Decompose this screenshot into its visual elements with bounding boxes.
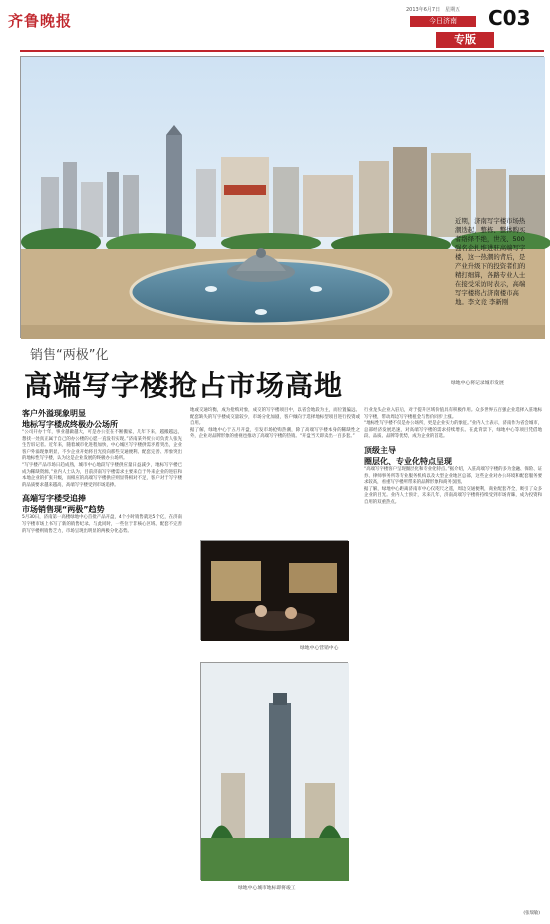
paragraph: “写字楼产品市场日趋成熟，城市中心地段写字楼供应量日益减少，地标写字楼已成为稀缺资源。”业内人士认为，目前济南写字楼需求主要来自于外来企业的进驻和本地企业的扩张升级，而相应的高端写字楼供应则显得相对不足，客户对于写字楼的品质要求越来越高，高端写字楼受到市场追捧。 bbox=[22, 462, 182, 488]
special-badge: 专版 bbox=[436, 32, 494, 48]
newspaper-logo: 齐鲁晚报 bbox=[8, 12, 73, 30]
subhead-2: 地标写字楼成终极办公场所 bbox=[22, 420, 118, 429]
hero-caption: 绿地中心将记录城市发展 bbox=[451, 381, 504, 386]
subhead-3: 高端写字楼受追捧 bbox=[22, 494, 86, 504]
kicker: 销售“两极”化 bbox=[30, 348, 109, 363]
page-code: C03 bbox=[488, 6, 531, 30]
subhead-1: 客户外溢现象明显 bbox=[22, 409, 86, 418]
photo-caption-1: 绿地中心营销中心 bbox=[300, 646, 339, 651]
subhead-6: 圈层化、专业化特点呈现 bbox=[364, 456, 452, 466]
header-rule bbox=[20, 50, 544, 52]
article-column-1 bbox=[22, 408, 182, 916]
paragraph: 据了解，绿地中心距离济南市中心仅咫尺之遥，周边交通便利，商业配套齐全，吸引了众多企业的目光。业内人士预计，未来几年，济南高端写字楼将持续受到市场青睐，成为投资和自用的双重热点。 bbox=[364, 486, 542, 505]
article-column-2 bbox=[190, 408, 360, 538]
subhead-5: 顶级主导 bbox=[364, 445, 396, 455]
photo-caption-2: 绿地中心城市地标即将竣工 bbox=[238, 886, 296, 891]
tower-photo bbox=[200, 662, 348, 880]
paragraph: 地或交通均衡，成为抢购对象，成交的写字楼项目中，以省会地段为主，而位置偏远、配套缺失的写字楼成交量较少，市场分化加剧，客户倾向于选择地标型项目进行投资或自用。 bbox=[190, 408, 360, 427]
hero-intro-text: 近期，济南写字楼市场热潮迭起，整栋、整体购买者络绎不绝，世茂、500强名企扎堆进驻高端写字楼，这一热潮的背后，是产业升级下的投资者们的精打细算，各路专业人士在接受采访时表示，高端写字楼将占济南楼市高地。李文竞 李新刚 bbox=[455, 217, 526, 306]
headline: 高端写字楼抢占市场高地 bbox=[24, 369, 344, 402]
section-tag: 今日济南 bbox=[410, 16, 476, 27]
paragraph: 据了解，绿地中心于五月开盘，引发市场抢购热潮，除了高端写字楼本身的稀缺性之外，企业对品牌形象的重视也推动了高端写字楼的热销。“开盘当天即卖出一百多套。” bbox=[190, 427, 360, 440]
paragraph: “公司开办十年，事业越做越大，可是办公室在不断搬家，几年下来，越搬越远，想找一处真正属于自己的办公楼的心愿一直没有实现。”济南某外贸公司负责人张先生告诉记者。近年来，随着城市化进程加快，中心城区写字楼供需矛盾突出，企业客户外溢现象明显，不少企业开始将目光投向那些交通便利、配套完善、形象突出的地标性写字楼，认为这是企业发展的终极办公场所。 bbox=[22, 430, 182, 462]
paragraph: “高端写字楼客户呈现圈层化和专业化特点。”据介绍，入驻高端写字楼的多为金融、保险、证券、律师事务所等专业服务机构以及大型企业地区总部，这些企业对办公环境和配套服务要求较高，看重写字楼所带来的品牌形象和商务氛围。 bbox=[364, 466, 542, 486]
subhead-4: 市场销售现“两极”趋势 bbox=[22, 505, 105, 515]
paragraph: “地标性写字楼不仅是办公场所，更是企业实力的象征。”业内人士表示，济南作为省会城市，总部经济发展迅速，对高端写字楼的需求持续增长。在此背景下，绿地中心等项目凭借地段、品质、品牌等优势，成为企业的首选。 bbox=[364, 421, 542, 440]
page-header bbox=[0, 0, 550, 50]
sales-center-photo bbox=[200, 540, 348, 640]
author-note: (张瑞敏) bbox=[523, 911, 540, 916]
paragraph: 5月30日，济南第一高楼绿地中心首批产品开盘，4个小时销售就达5个亿，在济南写字楼市场上书写了新的销售纪录。与此同时，一些位于非核心区域、配套不完善的写字楼则销售乏力，市场呈现出明显的两极分化态势。 bbox=[22, 515, 182, 534]
paragraph: 行业龙头企业入驻后，对于提升区域价值具有积极作用。众多世界五百强企业选择入驻地标写字楼，带动周边写字楼租金与售价同步上涨。 bbox=[364, 408, 542, 420]
issue-date: 2013年6月7日 星期五 bbox=[406, 7, 461, 13]
article-column-3 bbox=[364, 408, 542, 908]
